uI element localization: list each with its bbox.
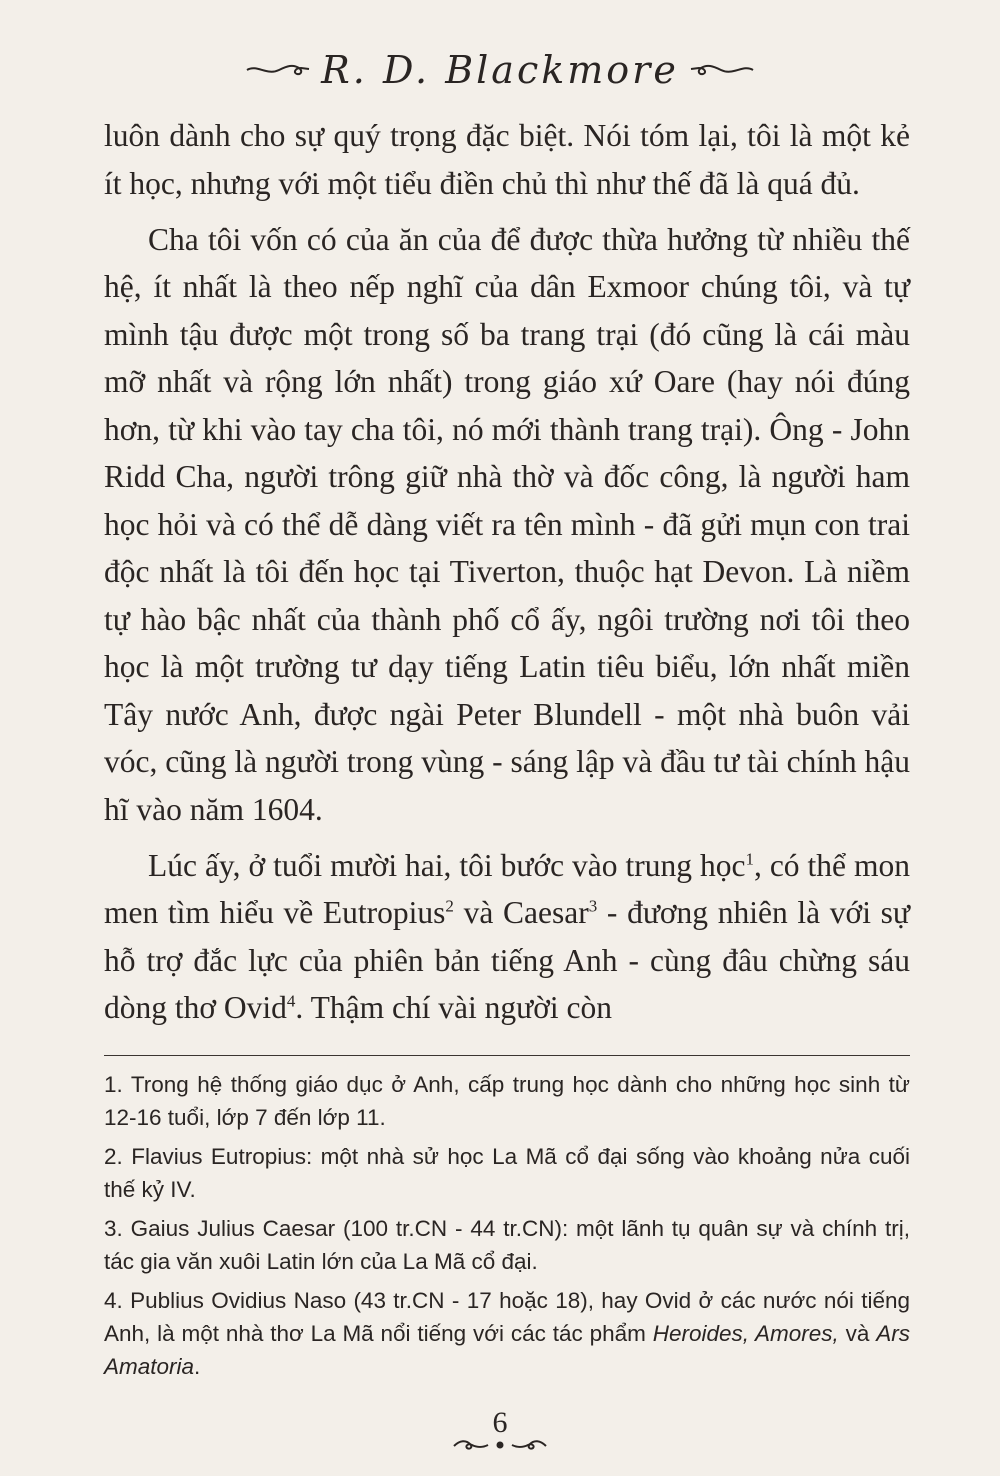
paragraph-text: Lúc ấy, ở tuổi mười hai, tôi bước vào trung học: [148, 847, 746, 883]
footnote-text: .: [194, 1354, 201, 1379]
paragraph-text: - đương nhiên là với sự hỗ trợ đắc lực của phiên bản tiếng Anh - cùng đâu chừng sáu dòng thơ Ovid: [104, 895, 910, 1025]
flourish-left-icon: [245, 60, 311, 80]
footnote-reference: 2: [445, 896, 454, 916]
footer-ornament: [0, 1434, 1000, 1456]
paragraph-text: . Thậm chí vài người còn: [295, 990, 613, 1025]
footnote-text: và: [838, 1321, 877, 1346]
main-text: [104, 112, 910, 1040]
paragraph: luôn dành cho sự quý trọng đặc biệt. Nói tóm lại, tôi là một kẻ ít học, nhưng với một tiểu điền chủ thì như thế đã là quá đủ.: [104, 118, 910, 201]
footnote-reference: 3: [588, 896, 598, 916]
footnotes: [104, 1068, 910, 1389]
work-title: Ars Amatoria: [104, 1321, 910, 1379]
paragraph-text: và Caesar: [453, 895, 589, 930]
book-author-header: R. D. Blackmore: [321, 48, 679, 92]
footnote: 2. Flavius Eutropius: một nhà sử học La Mã cổ đại sống vào khoảng nửa cuối thế kỷ IV.: [104, 1144, 910, 1202]
page-number: 6: [492, 1406, 508, 1439]
work-title: Heroides, Amores,: [652, 1321, 839, 1346]
footnote: 1. Trong hệ thống giáo dục ở Anh, cấp trung học dành cho những học sinh từ 12-16 tuổi, lớp 7 đến lớp 11.: [104, 1072, 910, 1130]
paragraph: [104, 842, 910, 1032]
footnote-text: 4. Publius Ovidius Naso (43 tr.CN - 17 hoặc 18), hay Ovid ở các nước nói tiếng Anh, là một nhà thơ La Mã nổi tiếng với các tác phẩm: [104, 1288, 910, 1346]
scroll-ornament-icon: [450, 1434, 550, 1456]
footnote-divider: [104, 1055, 910, 1056]
footnote-reference: 4: [286, 991, 296, 1011]
running-header: [0, 40, 1000, 100]
paragraph-text: , có thể mon men tìm hiểu về Eutropius: [104, 847, 910, 930]
footnote: 3. Gaius Julius Caesar (100 tr.CN - 44 tr.CN): một lãnh tụ quân sự và chính trị, tác gia văn xuôi Latin lớn của La Mã cổ đại.: [104, 1216, 910, 1274]
footnote-reference: 1: [745, 849, 754, 868]
flourish-right-icon: [689, 60, 755, 80]
footnote: [104, 1284, 910, 1383]
paragraph: Cha tôi vốn có của ăn của để được thừa hưởng từ nhiều thế hệ, ít nhất là theo nếp nghĩ của dân Exmoor chúng tôi, và tự mình tậu được một trong số ba trang trại (đó cũng là cái màu mỡ nhất và rộng lớn nhất) trong giáo xứ Oare (hay nói đúng hơn, từ khi vào tay cha tôi, nó mới thành trang trại). Ông - John Ridd Cha, người trông giữ nhà thờ và đốc công, là người ham học hỏi và có thể dễ dàng viết ra tên mình - đã gửi mụn con trai độc nhất là tôi đến học tại Tiverton, thuộc hạt Devon. Là niềm tự hào bậc nhất của thành phố cổ ấy, ngôi trường nơi tôi theo học là một trường tư dạy tiếng Latin tiêu biểu, lớn nhất miền Tây nước Anh, được ngài Peter Blundell - một nhà buôn vải vóc, cũng là người trong vùng - sáng lập và đầu tư tài chính hậu hĩ vào năm 1604.: [104, 221, 910, 827]
